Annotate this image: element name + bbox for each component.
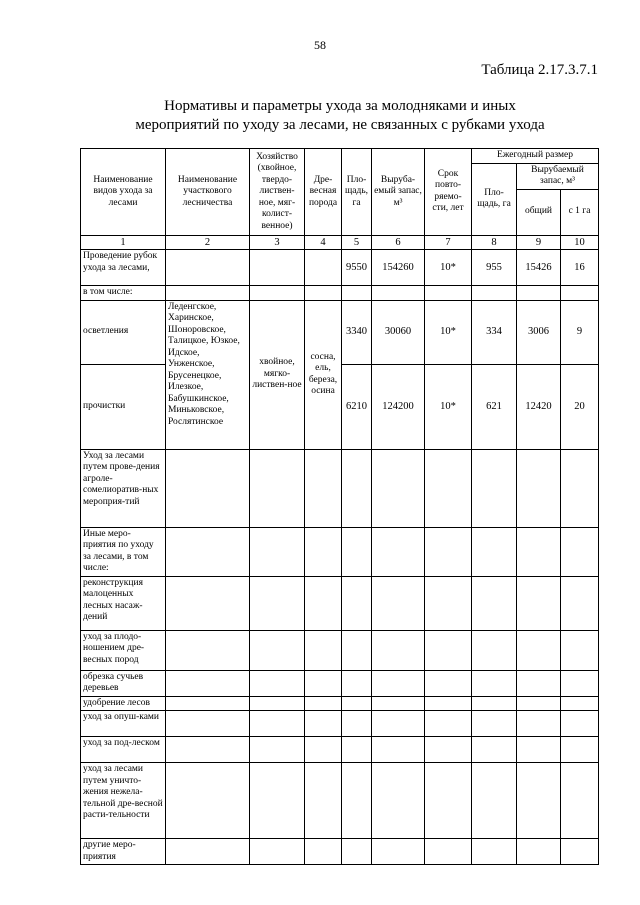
row-weeds-name: уход за лесами путем уничто-жения нежела-тельной дре-весной расти-тельности [81, 763, 166, 839]
col-number: 6 [372, 235, 425, 250]
table-row [81, 250, 599, 286]
table-row [81, 449, 599, 527]
cleaning-period: 10* [425, 364, 472, 449]
table-row [81, 737, 599, 763]
table-title-line-2: мероприятий по уходу за лесами, не связанных с рубками ухода [135, 117, 545, 133]
forestries-list: Леденгское, Харинское, Шоноровское, Талицкое, Юзкое, Идское, Унженское, Брусенецкое, Илезкое, Бабушкинское, Миньковское, Рослятинское [166, 300, 250, 449]
thinning-annual-total: 15426 [517, 250, 561, 286]
col-number: 9 [517, 235, 561, 250]
header-annual-per-ha: с 1 га [561, 189, 599, 235]
cleaning-annual-area: 621 [472, 364, 517, 449]
header-annual-total: общий [517, 189, 561, 235]
species-list: сосна, ель, береза, осина [305, 300, 342, 449]
table-row [81, 670, 599, 696]
header-volume: Выруба-емый запас, м³ [372, 149, 425, 236]
thinning-volume: 154260 [372, 250, 425, 286]
economy-type: хвойное, мягко-листвен-ное [250, 300, 305, 449]
row-clearing-name: осветления [81, 300, 166, 364]
header-care-type: Наименование видов ухода за лесами [81, 149, 166, 236]
table-row [81, 527, 599, 576]
row-misc-name: другие меро-приятия [81, 839, 166, 865]
col-number: 4 [305, 235, 342, 250]
table-row [81, 696, 599, 711]
row-fruiting-name: уход за плодо-ношением дре-весных пород [81, 630, 166, 670]
clearing-annual-total: 3006 [517, 300, 561, 364]
col-number: 5 [342, 235, 372, 250]
page-number: 58 [314, 38, 326, 52]
header-species: Дре-весная порода [305, 149, 342, 236]
header-forestry: Наименование участкового лесничества [166, 149, 250, 236]
thinning-annual-per-ha: 16 [561, 250, 599, 286]
row-other-name: Иные меро-приятия по уходу за лесами, в том числе: [81, 527, 166, 576]
table-title-line-1: Нормативы и параметры ухода за молодняками и иных [164, 98, 516, 114]
cleaning-volume: 124200 [372, 364, 425, 449]
header-period: Срок повто-ряемо-сти, лет [425, 149, 472, 236]
row-agro-name: Уход за лесами путем прове-дения агроле-сомелиоратив-ных мероприя-тий [81, 449, 166, 527]
table-row [81, 630, 599, 670]
cleaning-area: 6210 [342, 364, 372, 449]
row-fertilizing-name: удобрение лесов [81, 696, 166, 711]
clearing-annual-area: 334 [472, 300, 517, 364]
row-cleaning-name: прочистки [81, 364, 166, 449]
table-label: Таблица 2.17.3.7.1 [481, 62, 598, 78]
header-annual: Ежегодный размер [472, 149, 599, 164]
col-number: 3 [250, 235, 305, 250]
col-number: 8 [472, 235, 517, 250]
clearing-annual-per-ha: 9 [561, 300, 599, 364]
table-row [81, 576, 599, 630]
header-economy: Хозяйство (хвойное, твердо-листвен-ное, мяг-колист-венное) [250, 149, 305, 236]
col-number: 10 [561, 235, 599, 250]
clearing-period: 10* [425, 300, 472, 364]
row-pruning-name: обрезка сучьев деревьев [81, 670, 166, 696]
thinning-period: 10* [425, 250, 472, 286]
thinning-area: 9550 [342, 250, 372, 286]
col-number: 7 [425, 235, 472, 250]
col-number: 1 [81, 235, 166, 250]
header-annual-area: Пло-щадь, га [472, 163, 517, 235]
row-undergrowth-name: уход за под-леском [81, 737, 166, 763]
clearing-volume: 30060 [372, 300, 425, 364]
forest-care-table [80, 148, 599, 865]
thinning-annual-area: 955 [472, 250, 517, 286]
row-reconstruction-name: реконструкция малоценных лесных насаж-дений [81, 576, 166, 630]
row-including-label: в том числе: [81, 286, 166, 301]
row-thinning-name: Проведение рубок ухода за лесами, [81, 250, 166, 286]
table-row [81, 711, 599, 737]
row-edges-name: уход за опуш-ками [81, 711, 166, 737]
table-title [70, 97, 610, 135]
header-annual-volume: Вырубаемый запас, м³ [517, 163, 599, 189]
header-area: Пло-щадь, га [342, 149, 372, 236]
table-row [81, 300, 599, 364]
col-number: 2 [166, 235, 250, 250]
cleaning-annual-per-ha: 20 [561, 364, 599, 449]
table-row [81, 839, 599, 865]
clearing-area: 3340 [342, 300, 372, 364]
cleaning-annual-total: 12420 [517, 364, 561, 449]
table-row [81, 286, 599, 301]
table-row [81, 763, 599, 839]
